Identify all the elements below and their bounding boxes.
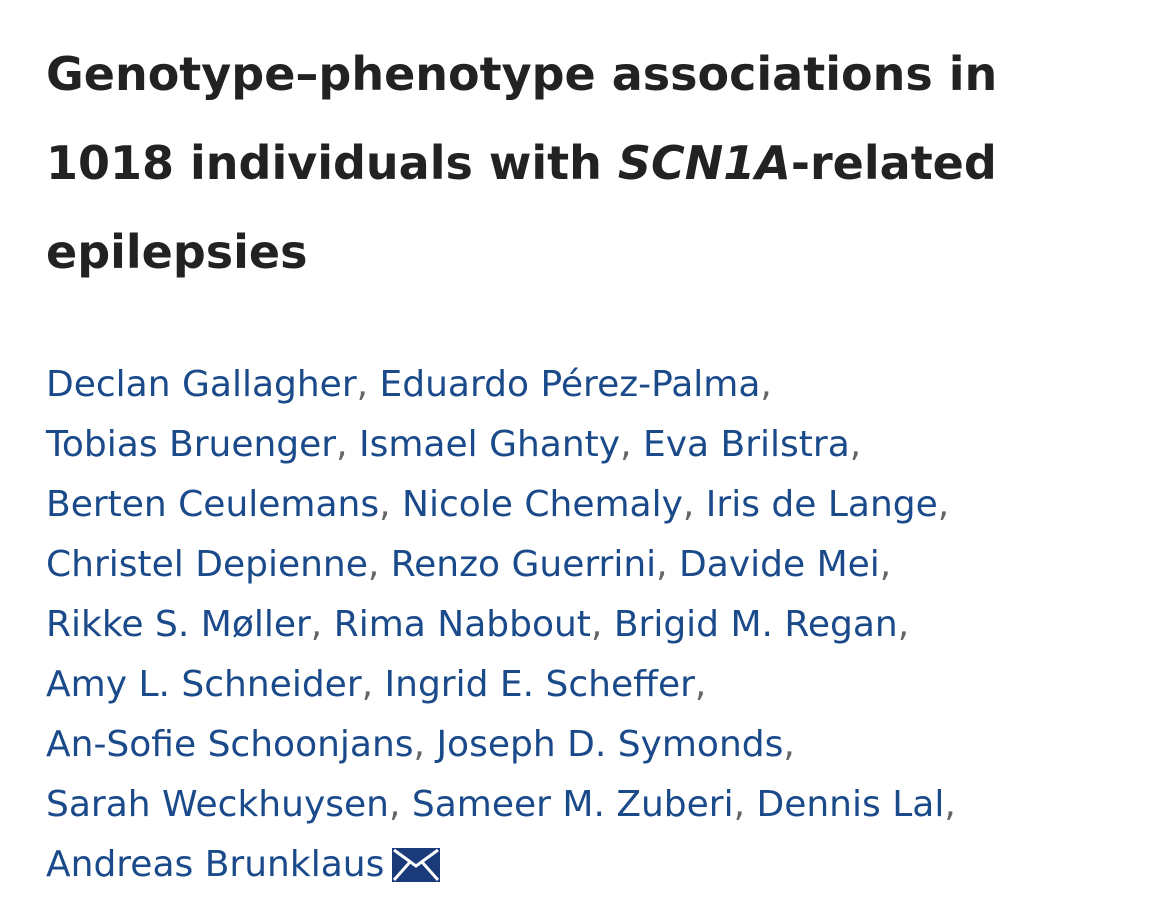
author-link[interactable]: Renzo Guerrini [390, 544, 657, 585]
author-separator: , [849, 424, 862, 465]
author-line [46, 715, 1146, 775]
author-link[interactable]: Berten Ceulemans [46, 484, 380, 525]
author-link[interactable]: Eduardo Pérez-Palma [379, 364, 761, 405]
author-link[interactable]: Sarah Weckhuysen [46, 784, 389, 825]
author-line [46, 535, 1146, 595]
author-separator: , [783, 724, 795, 765]
author-separator: , [367, 544, 391, 585]
author-separator: , [694, 664, 707, 705]
author-separator: , [310, 604, 334, 645]
author-separator: , [413, 724, 437, 765]
author-separator: , [336, 424, 359, 465]
author-separator: , [897, 604, 910, 645]
article-title [46, 30, 1146, 297]
author-line [46, 355, 1146, 415]
author-separator: , [620, 424, 643, 465]
author-link[interactable]: Ismael Ghanty [358, 424, 621, 465]
author-line [46, 775, 1146, 835]
author-list [46, 355, 1146, 895]
title-line-2-start: 1018 individuals with [46, 136, 618, 190]
author-line [46, 415, 1146, 475]
author-link[interactable]: Christel Depienne [46, 544, 368, 585]
author-line [46, 835, 1146, 895]
author-link[interactable]: Tobias Bruenger [46, 424, 337, 465]
author-link[interactable]: Dennis Lal [756, 784, 945, 825]
author-link[interactable]: Amy L. Schneider [46, 664, 362, 705]
author-separator: , [682, 484, 706, 525]
title-line-2-end: -related [790, 136, 997, 190]
author-link[interactable]: Rima Nabbout [333, 604, 591, 645]
article-header [46, 30, 1146, 895]
author-separator: , [879, 544, 892, 585]
author-separator: , [937, 484, 950, 525]
author-link[interactable]: Sameer M. Zuberi [411, 784, 734, 825]
author-link[interactable]: Davide Mei [679, 544, 880, 585]
author-separator: , [590, 604, 614, 645]
author-link[interactable]: Brigid M. Regan [613, 604, 898, 645]
title-line-3: epilepsies [46, 225, 308, 279]
author-separator: , [388, 784, 412, 825]
author-link[interactable]: Nicole Chemaly [402, 484, 683, 525]
author-separator: , [356, 364, 380, 405]
author-separator: , [733, 784, 757, 825]
author-link[interactable]: Joseph D. Symonds [436, 724, 784, 765]
author-line [46, 475, 1146, 535]
author-link[interactable]: Eva Brilstra [642, 424, 850, 465]
title-gene-name: SCN1A [617, 136, 791, 190]
author-separator: , [656, 544, 680, 585]
title-line-1: Genotype–phenotype associations in [46, 47, 998, 101]
envelope-icon[interactable] [392, 848, 440, 882]
corresponding-author-link[interactable]: Andreas Brunklaus [46, 844, 385, 885]
author-link[interactable]: Ingrid E. Scheffer [384, 664, 695, 705]
author-separator: , [944, 784, 956, 825]
author-link[interactable]: Rikke S. Møller [46, 604, 311, 645]
author-link[interactable]: Declan Gallagher [46, 364, 357, 405]
author-separator: , [379, 484, 403, 525]
author-separator: , [361, 664, 385, 705]
author-link[interactable]: Iris de Lange [705, 484, 938, 525]
author-separator: , [760, 364, 772, 405]
author-line [46, 595, 1146, 655]
author-line [46, 655, 1146, 715]
author-link[interactable]: An-Sofie Schoonjans [46, 724, 414, 765]
